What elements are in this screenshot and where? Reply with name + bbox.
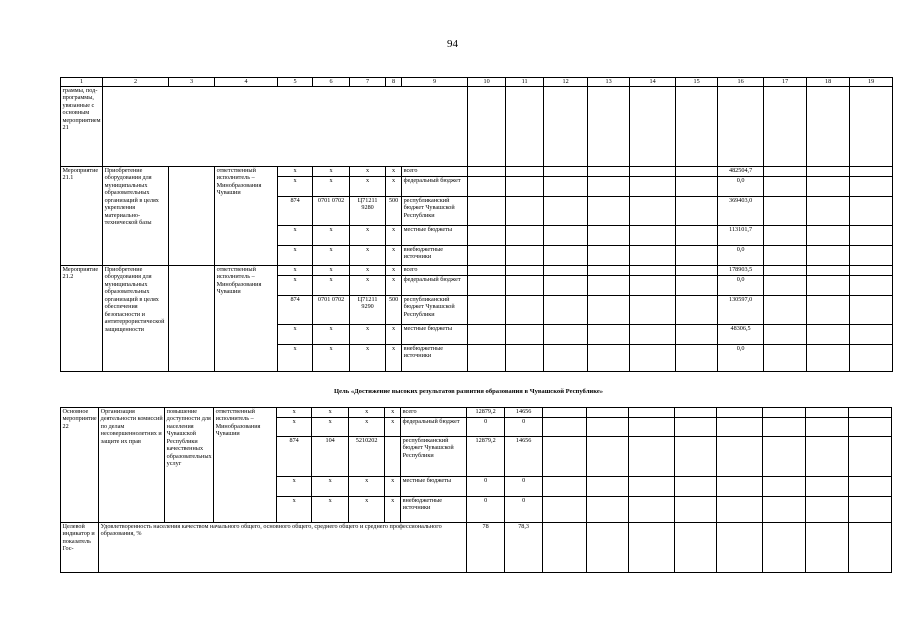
col-header: 14: [630, 78, 676, 87]
col-header: 17: [764, 78, 807, 87]
table-row: Мероприятие 21.2 Приобретение оборудования для муниципальных образовательных организаций в целях обеспечения безопасности и антитеррористической защищенности ответственный исполнитель – Минобразования Чувашии x x x x всего 178903,5: [61, 266, 893, 276]
program-table-lower: [60, 407, 892, 573]
measure-description: Организация деятельности комиссий по делам несовершеннолетних и защите их прав: [99, 408, 165, 523]
col-header: 15: [676, 78, 718, 87]
table-row: Основное мероприятие 22 Организация деятельности комиссий по делам несовершеннолетних и защите их прав повышение доступности для населения Чувашской Республики качественных образовательных услуг ответственный исполнитель – Минобразования Чувашии x x x x всего 12879,2 14656: [61, 408, 892, 418]
table-row: x x x x федеральный бюджет 0,0: [61, 276, 893, 296]
table-row: 874 104 5210202 республиканский бюджет Чувашской Республики 12879,2 14656: [61, 437, 892, 477]
measure-executor: ответственный исполнитель – Минобразования Чувашии: [215, 167, 278, 266]
col-header: 19: [850, 78, 893, 87]
col-header: 9: [402, 78, 468, 87]
col-header: 8: [386, 78, 402, 87]
page-number: 94: [447, 38, 458, 50]
indicator-row: [61, 523, 892, 573]
measure-target: повышение доступности для населения Чувашской Республики качественных образовательных услуг: [165, 408, 214, 523]
indicator-label: Целевой индикатор и показатель Гос-: [61, 523, 99, 573]
table-row: x x x x местные бюджеты 113101,7: [61, 226, 893, 246]
col-header: 6: [313, 78, 350, 87]
table-row: 874 0701 0702 Ц71211 9280 500 республиканский бюджет Чувашской Республики 369403,0: [61, 197, 893, 226]
measure-label: Основное мероприятие 22: [61, 408, 99, 523]
table-row: x x x x местные бюджеты 48306,5: [61, 325, 893, 345]
column-number-row: [61, 78, 893, 87]
col-header: 12: [544, 78, 588, 87]
table-row: x x x x федеральный бюджет 0,0: [61, 177, 893, 197]
table-row: x x x x внебюджетные источники 0,0: [61, 246, 893, 266]
table-row: Мероприятие 21.1 Приобретение оборудования для муниципальных образовательных организаций в целях укрепления материально-технической базы ответственный исполнитель – Минобразования Чувашии x x x x всего 482504,7: [61, 167, 893, 177]
table-row: x x x x федеральный бюджет 0 0: [61, 418, 892, 437]
program-table-upper: [60, 77, 893, 372]
col-header: 13: [588, 78, 630, 87]
measure-executor: ответственный исполнитель – Минобразования Чувашии: [214, 408, 277, 523]
table-row: x x x x внебюджетные источники 0 0: [61, 497, 892, 523]
col-header: 10: [468, 78, 506, 87]
col-header: 18: [807, 78, 850, 87]
continuation-row: [61, 87, 893, 167]
col-header: 7: [350, 78, 386, 87]
indicator-text: Удовлетворенность населения качеством начального общего, основного общего, среднего общего и среднего профессионального образования, %: [99, 523, 467, 573]
col-header: 3: [169, 78, 215, 87]
measure-description: Приобретение оборудования для муниципальных образовательных организаций в целях обеспечения безопасности и антитеррористической защищенности: [103, 266, 169, 372]
measure-label: Мероприятие 21.1: [61, 167, 103, 266]
col-header: 2: [103, 78, 169, 87]
measure-label: Мероприятие 21.2: [61, 266, 103, 372]
table-row: x x x x местные бюджеты 0 0: [61, 477, 892, 497]
col-header: 16: [718, 78, 764, 87]
col-header: 11: [506, 78, 544, 87]
goal-heading: Цель «Достижение высоких результатов развития образования в Чувашской Республике»: [333, 388, 604, 395]
col-header: 5: [278, 78, 313, 87]
measure-executor: ответственный исполнитель – Минобразования Чувашии: [215, 266, 278, 372]
indicator-value: 78: [467, 523, 505, 573]
indicator-value: 78,3: [505, 523, 543, 573]
table-row: 874 0701 0702 Ц71211 9290 500 республиканский бюджет Чувашской Республики 130597,0: [61, 296, 893, 325]
col-header: 1: [61, 78, 103, 87]
measure-description: Приобретение оборудования для муниципальных образовательных организаций в целях укрепления материально-технической базы: [103, 167, 169, 266]
table-row: x x x x внебюджетные источники 0,0: [61, 345, 893, 372]
continuation-label: граммы, под-программы, увязанные с основным мероприятием 21: [61, 87, 103, 167]
col-header: 4: [215, 78, 278, 87]
